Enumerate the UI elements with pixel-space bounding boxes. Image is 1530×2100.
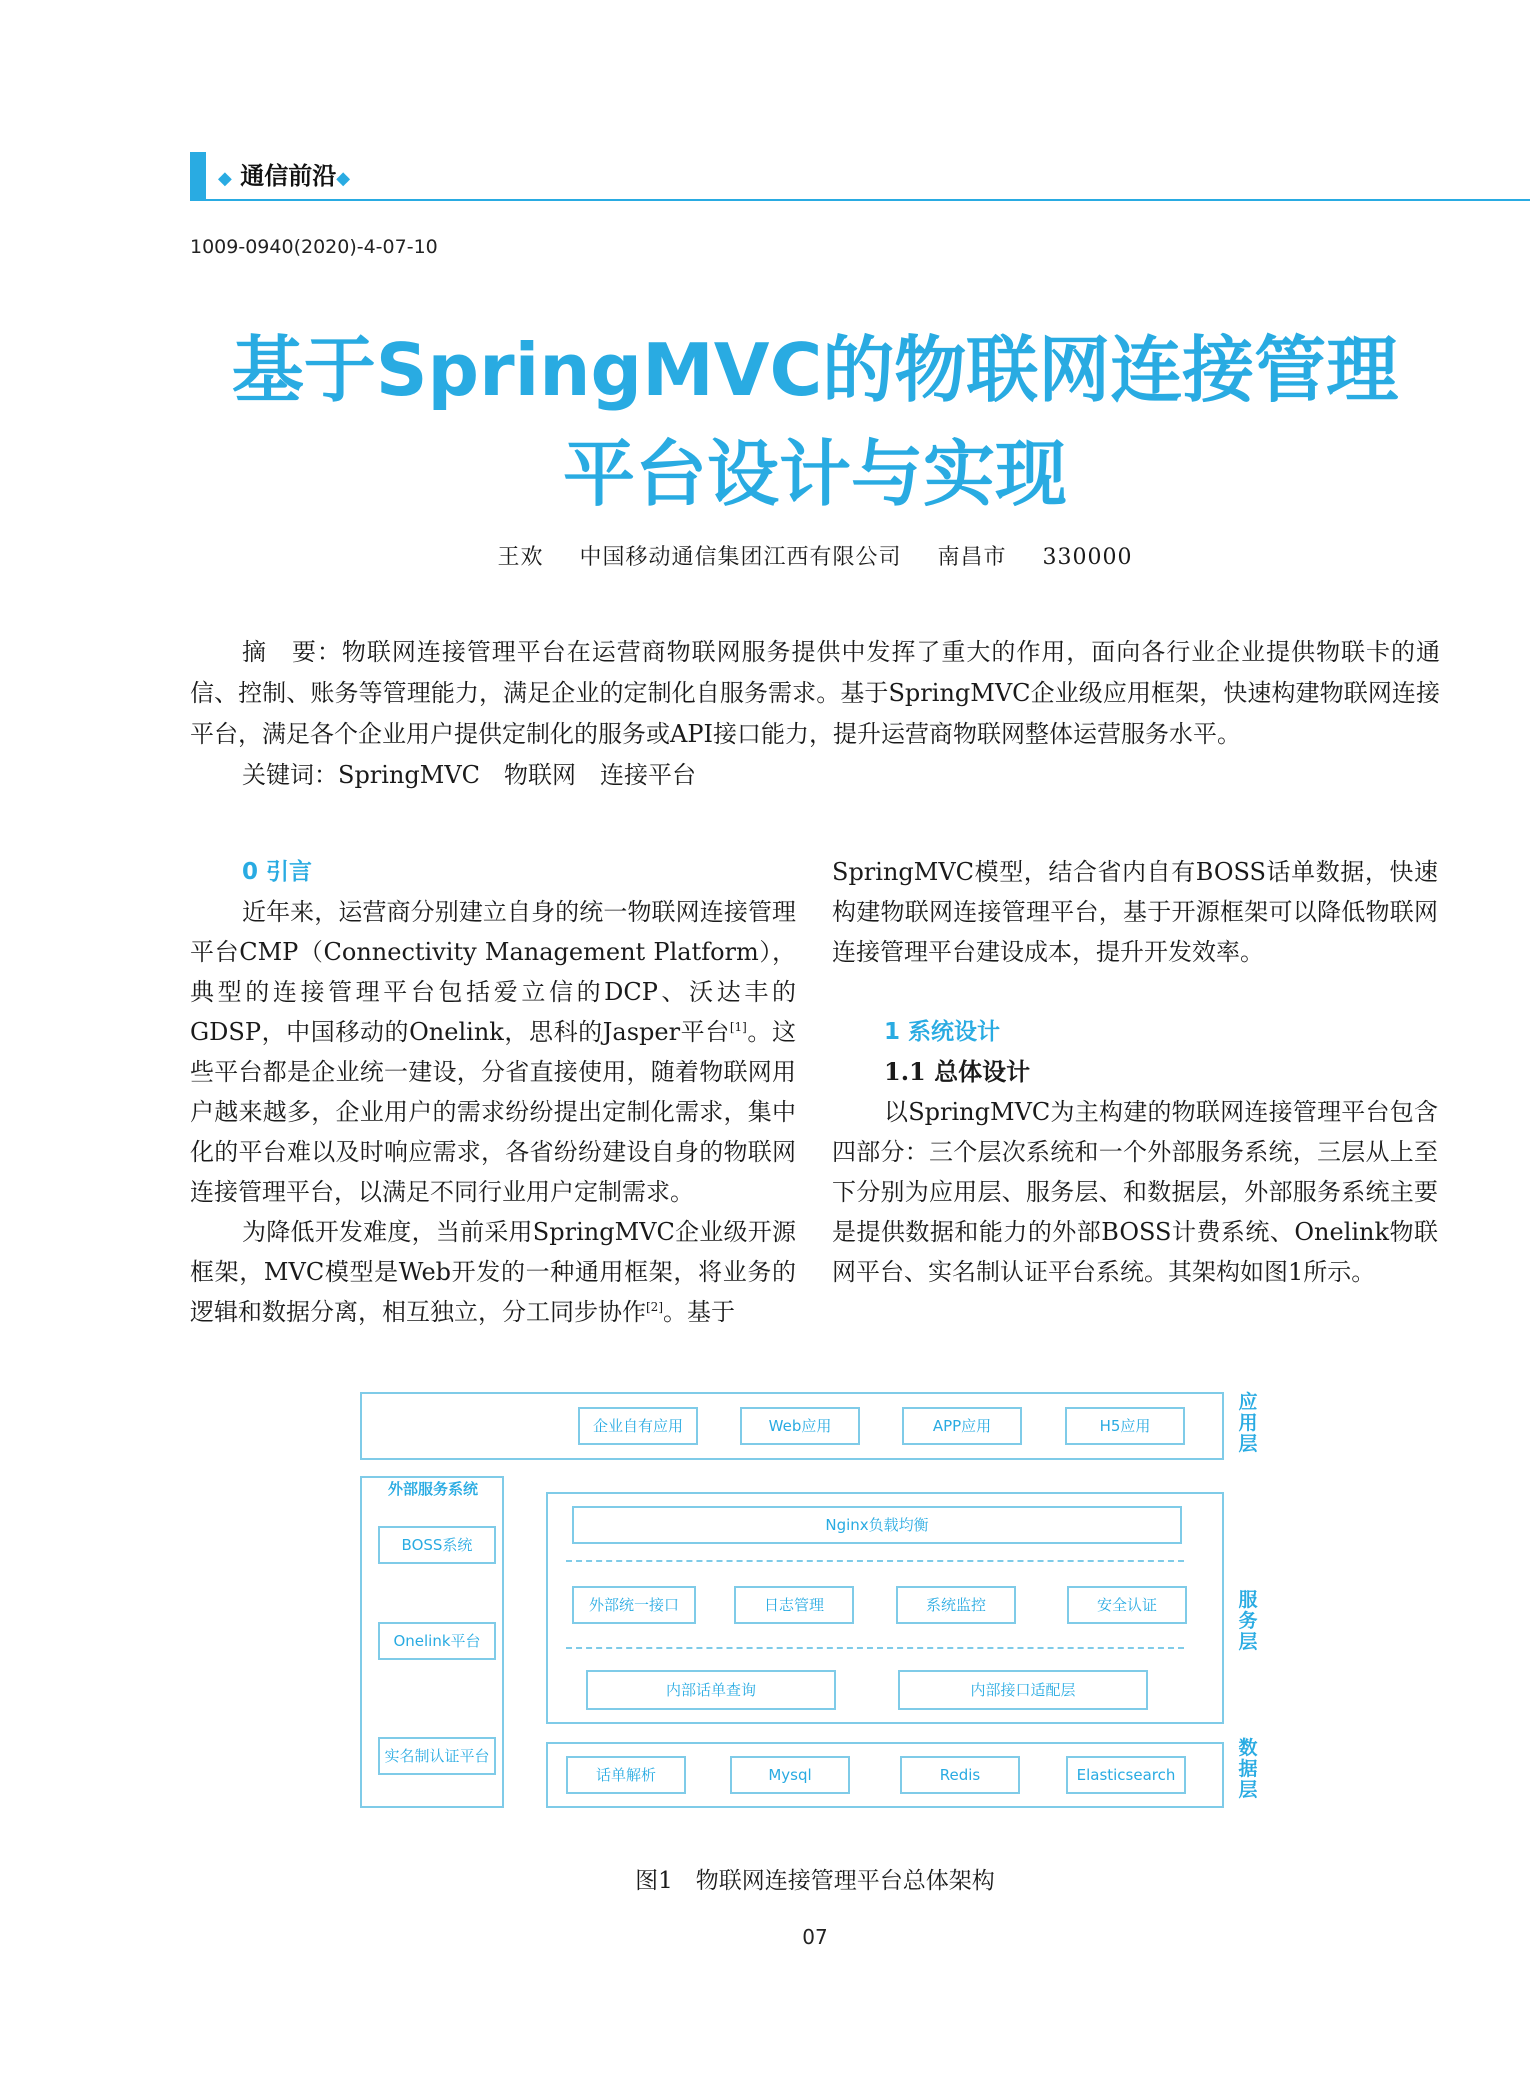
- paragraph-text: 近年来，运营商分别建立自身的统一物联网连接管理平台CMP（Connectivity Management Platform），典型的连接管理平台包括爱立信的DCP、沃达丰的GDSP，中国移动的Onelink，思科的Jasper平台: [190, 898, 796, 1046]
- author-org: 中国移动通信集团江西有限公司: [579, 545, 902, 570]
- section-heading: 1 系统设计: [884, 1019, 1001, 1045]
- body-column-left: [190, 852, 796, 1332]
- column-name: 通信前沿: [240, 162, 337, 190]
- app-item: APP应用: [902, 1407, 1022, 1445]
- body-column-right: [832, 852, 1438, 1292]
- nginx-load-balancer: Nginx负载均衡: [572, 1506, 1182, 1544]
- app-item: H5应用: [1065, 1407, 1185, 1445]
- data-item: Elasticsearch: [1066, 1756, 1186, 1794]
- diamond-icon: ◆: [218, 168, 232, 189]
- architecture-figure: [360, 1392, 1260, 1812]
- external-services-title: 外部服务系统: [388, 1480, 479, 1498]
- header-rule: [190, 199, 1530, 201]
- app-item: Web应用: [740, 1407, 860, 1445]
- figure-caption: 图1 物联网连接管理平台总体架构: [635, 1868, 995, 1894]
- author-name: 王欢: [497, 545, 544, 570]
- citation: [2]: [646, 1300, 663, 1314]
- paragraph: [190, 892, 796, 1212]
- diamond-icon: ◆: [336, 168, 351, 189]
- paragraph: SpringMVC模型，结合省内自有BOSS话单数据，快速构建物联网连接管理平台，基于开源框架可以降低物联网连接管理平台建设成本，提升开发效率。: [832, 858, 1438, 966]
- service-item: 外部统一接口: [572, 1586, 696, 1624]
- column-header: [218, 156, 350, 196]
- service-item: 安全认证: [1067, 1586, 1187, 1624]
- article-title: [150, 318, 1480, 526]
- title-line-1: 基于SpringMVC的物联网连接管理: [231, 328, 1399, 412]
- doc-code: 1009-0940(2020)-4-07-10: [190, 236, 438, 258]
- app-item: 企业自有应用: [578, 1407, 698, 1445]
- data-item: Redis: [900, 1756, 1020, 1794]
- author-city: 南昌市: [937, 545, 1007, 570]
- inner-service-item: 内部话单查询: [586, 1670, 836, 1710]
- layer-label-app: 应 用 层: [1238, 1391, 1258, 1455]
- data-item: 话单解析: [566, 1756, 686, 1794]
- paragraph: 以SpringMVC为主构建的物联网连接管理平台包含四部分：三个层次系统和一个外部服务系统，三层从上至下分别为应用层、服务层、和数据层，外部服务系统主要是提供数据和能力的外部BOSS计费系统、Onelink物联网平台、实名制认证平台系统。其架构如图1所示。: [832, 1098, 1438, 1286]
- divider: [566, 1647, 1184, 1649]
- external-item: Onelink平台: [378, 1622, 496, 1660]
- service-item: 日志管理: [734, 1586, 854, 1624]
- divider: [566, 1560, 1184, 1562]
- keywords: 关键词：SpringMVC 物联网 连接平台: [242, 761, 697, 789]
- section-heading: 0 引言: [242, 859, 313, 885]
- abstract: [190, 632, 1440, 796]
- inner-service-item: 内部接口适配层: [898, 1670, 1148, 1710]
- paragraph: [190, 1212, 796, 1332]
- layer-label-data: 数 据 层: [1238, 1737, 1258, 1801]
- external-item: BOSS系统: [378, 1526, 496, 1564]
- paragraph-text: 。基于: [663, 1298, 735, 1326]
- spacer: [832, 972, 1438, 1012]
- author-zip: 330000: [1042, 545, 1133, 570]
- title-line-2: 平台设计与实现: [562, 432, 1067, 516]
- header-accent-bar: [190, 152, 206, 200]
- paragraph-text: 。这些平台都是企业统一建设，分省直接使用，随着物联网用户越来越多，企业用户的需求纷纷提出定制化需求，集中化的平台难以及时响应需求，各省纷纷建设自身的物联网连接管理平台，以满足不同行业用户定制需求。: [190, 1018, 797, 1206]
- author-line: [150, 540, 1480, 571]
- abstract-text: 摘 要：物联网连接管理平台在运营商物联网服务提供中发挥了重大的作用，面向各行业企业提供物联卡的通信、控制、账务等管理能力，满足企业的定制化自服务需求。基于SpringMVC企业级应用框架，快速构建物联网连接平台，满足各个企业用户提供定制化的服务或API接口能力，提升运营商物联网整体运营服务水平。: [190, 638, 1440, 748]
- subsection-heading: 1.1 总体设计: [884, 1057, 1031, 1086]
- data-item: Mysql: [730, 1756, 850, 1794]
- external-item: 实名制认证平台: [378, 1737, 496, 1775]
- service-item: 系统监控: [896, 1586, 1016, 1624]
- paragraph-text: 为降低开发难度，当前采用SpringMVC企业级开源框架，MVC模型是Web开发的一种通用框架，将业务的逻辑和数据分离，相互独立，分工同步协作: [190, 1218, 796, 1326]
- citation: [1]: [729, 1020, 747, 1034]
- page-number: 07: [802, 1925, 828, 1949]
- layer-label-service: 服 务 层: [1238, 1589, 1258, 1653]
